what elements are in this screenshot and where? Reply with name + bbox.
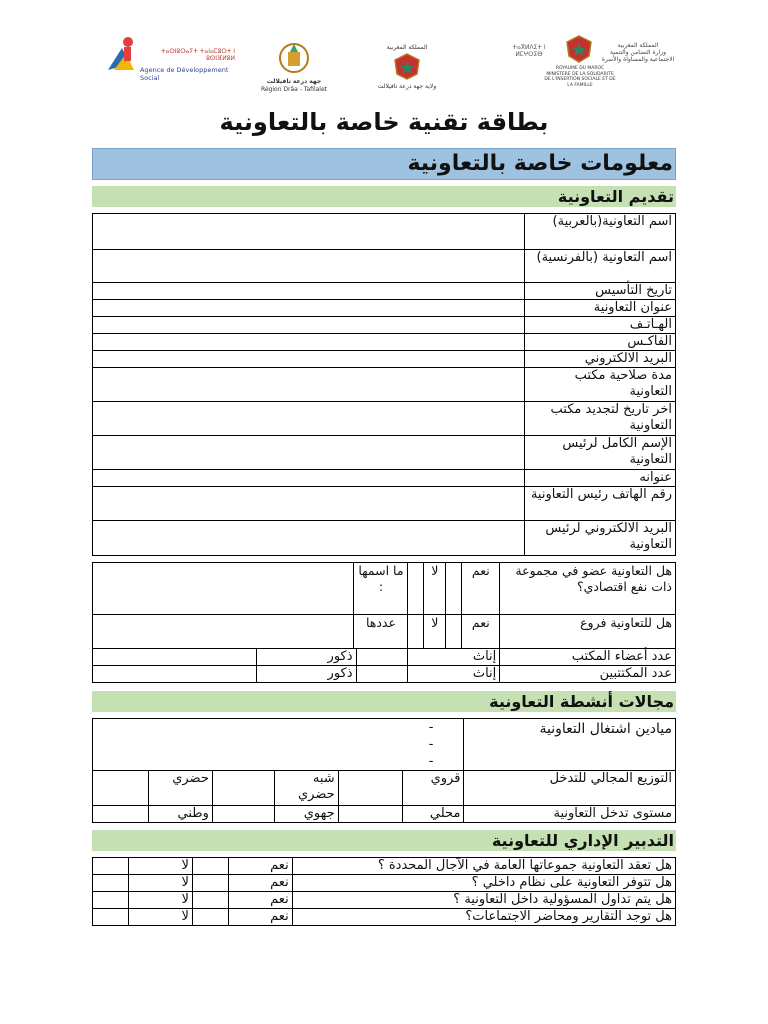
ads-name: Agence de Développement Social [140,66,229,82]
yes-label: نعم [228,892,292,909]
field-value[interactable] [93,402,525,436]
subsection-activities: مجالات أنشطة التعاونية [92,691,676,712]
field-value[interactable] [93,470,525,487]
admin-table [92,857,676,926]
field-value[interactable] [93,283,525,300]
wilaya-logo [372,18,442,96]
branch-question: هل للتعاونية فروع [500,615,676,649]
yes-label: نعم [462,615,500,649]
yes-checkbox[interactable] [192,858,228,875]
male-count[interactable] [93,666,257,683]
no-label: لا [424,615,446,649]
female-count[interactable] [356,649,408,666]
region-emblem-icon [274,40,314,78]
spatial-label: التوزيع المجالي للتدخل [464,771,676,806]
subscribers-label: عدد المكتتبين [500,666,676,683]
subsection-admin: التدبير الإداري للتعاونية [92,830,676,851]
ministry-fr: ROYAUME DU MAROC MINISTERE DE LA SOLIDARITE DE L'INSERTION SOCIALE ET DE LA FAMILLE [544,66,616,88]
field-label: مدة صلاحية مكتب التعاونية [525,368,676,402]
region-logo [260,18,328,96]
level-label: مستوى تدخل التعاونية [464,806,676,823]
office-members-label: عدد أعضاء المكتب [500,649,676,666]
ministry-ar: المملكة المغربية وزارة التضامن والتنمية الاجتماعية والمساواة والأسرة [601,42,675,63]
field-label: الفاكـس [525,334,676,351]
female-label: إناث [408,666,500,683]
field-label: اسم التعاونية(بالعربية) [525,214,676,250]
ministry-tifinagh: ⵜⴰⴳⵍⴷⵉⵜ ⵏ ⵍⵎⵖⵔⵉⴱ [512,44,546,58]
rural-checkbox[interactable] [338,771,402,806]
no-checkbox[interactable] [93,875,129,892]
no-checkbox[interactable] [408,563,424,615]
male-count[interactable] [93,649,257,666]
page-title: بطاقة تقنية خاصة بالتعاونية [219,108,549,136]
dash-item: - [428,754,434,769]
field-label: الإسم الكامل لرئيس التعاونية [525,436,676,470]
field-label: عنوانه [525,470,676,487]
admin-question: هل توجد التقارير ومحاضر الاجتماعات؟ [292,909,675,926]
yes-label: نعم [228,858,292,875]
yes-checkbox[interactable] [446,563,462,615]
yes-checkbox[interactable] [192,875,228,892]
admin-question: هل تعقد التعاونية جموعاتها العامة في الآجال المحددة ؟ [292,858,675,875]
field-value[interactable] [93,214,525,250]
dash-item: - [428,737,434,752]
ads-emblem-icon [100,34,140,74]
no-checkbox[interactable] [93,892,129,909]
no-label: لا [424,563,446,615]
no-checkbox[interactable] [93,909,129,926]
no-label: لا [128,858,192,875]
female-count[interactable] [356,666,408,683]
kingdom-label: المملكة المغربية [386,44,428,51]
ads-tifinagh: ⵜⴰⵙⵏⵓⵔⴰⵢⵜ ⵜⴰⵏⴰⵎⵓⵔⵜ ⵏ ⵓⵙⵏⴼⵍⵓⵍ [160,48,235,62]
field-value[interactable] [93,368,525,402]
activities-table [92,718,676,823]
coat-of-arms-icon [392,52,422,80]
members-table [92,648,676,683]
field-value[interactable] [93,436,525,470]
yes-checkbox[interactable] [192,909,228,926]
field-value[interactable] [93,351,525,368]
field-label: تاريخ التأسيس [525,283,676,300]
field-value[interactable] [93,300,525,317]
logo-strip [92,18,676,96]
yes-label: نعم [228,875,292,892]
field-value[interactable] [93,487,525,521]
no-checkbox[interactable] [93,858,129,875]
region-fr: Région Drâa - Tafilalet [260,86,328,93]
branch-count-value[interactable] [93,615,354,649]
local-checkbox[interactable] [338,806,402,823]
dash-item: - [428,720,434,735]
presentation-table [92,213,676,556]
regional-checkbox[interactable] [212,806,274,823]
group-name-label: ما اسمها : [354,563,408,615]
rural-label: قروي [402,771,464,806]
semi-urban-label: شبه حضري [274,771,338,806]
field-label: آخر تاريخ لتجديد مكتب التعاونية [525,402,676,436]
no-label: لا [128,892,192,909]
wilaya-label: ولاية جهة درعة تافيلالت [377,83,437,90]
subsection-presentation: تقديم التعاونية [92,186,676,207]
fields-work-label: ميادين اشتغال التعاونية [464,719,676,771]
no-label: لا [128,909,192,926]
national-label: وطني [148,806,212,823]
field-value[interactable] [93,334,525,351]
section-header: معلومات خاصة بالتعاونية [92,148,676,180]
regional-label: جهوي [274,806,338,823]
group-table [92,562,676,649]
ads-logo [100,18,235,96]
branch-count-label: عددها [354,615,408,649]
ministry-coat-icon [564,34,594,64]
yes-label: نعم [462,563,500,615]
field-label: الهـاتـف [525,317,676,334]
field-label: رقم الهاتف رئيس التعاونية [525,487,676,521]
yes-checkbox[interactable] [446,615,462,649]
yes-checkbox[interactable] [192,892,228,909]
field-value[interactable] [93,521,525,556]
no-label: لا [128,875,192,892]
group-name-value[interactable] [93,563,354,615]
national-checkbox[interactable] [93,806,149,823]
field-label: البريد الالكتروني لرئيس التعاونية [525,521,676,556]
region-name: جهة درعة تافيلالت [266,78,322,85]
ministry-logo [500,18,676,96]
fields-work-value[interactable] [93,719,464,771]
female-label: إناث [408,649,500,666]
field-value[interactable] [93,317,525,334]
male-label: ذكور [256,666,356,683]
no-checkbox[interactable] [408,615,424,649]
male-label: ذكور [256,649,356,666]
local-label: محلي [402,806,464,823]
semi-urban-checkbox[interactable] [212,771,274,806]
urban-label: حضري [148,771,212,806]
field-value[interactable] [93,250,525,283]
urban-checkbox[interactable] [93,771,149,806]
admin-question: هل يتم تداول المسؤولية داخل التعاونية ؟ [292,892,675,909]
field-label: اسم التعاونية (بالفرنسية) [525,250,676,283]
yes-label: نعم [228,909,292,926]
admin-question: هل تتوفر التعاونية على نظام داخلي ؟ [292,875,675,892]
group-question: هل التعاونية عضو في مجموعة ذات نفع اقتصادي؟ [500,563,676,615]
field-label: عنوان التعاونية [525,300,676,317]
field-label: البريد الالكتروني [525,351,676,368]
